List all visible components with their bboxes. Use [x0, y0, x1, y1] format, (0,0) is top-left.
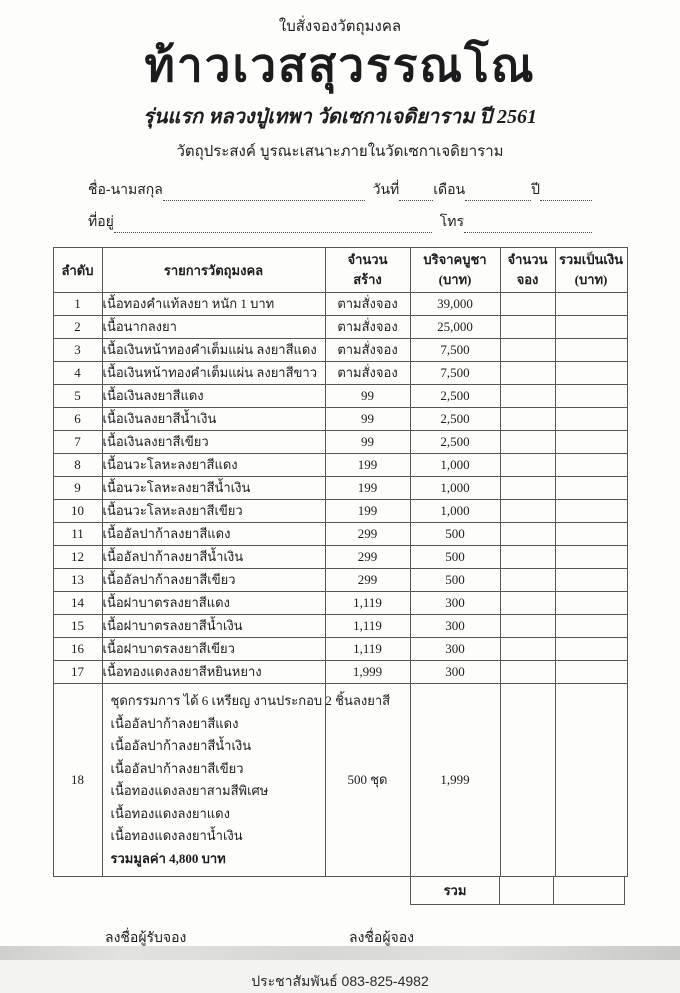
row-item: เนื้อเงินลงยาสีเขียว — [102, 431, 325, 454]
row-total-cell[interactable] — [555, 454, 627, 477]
edition-subtitle: รุ่นแรก หลวงปู่เทพา วัดเซกาเจดิยาราม ปี 2561 — [142, 106, 538, 129]
header-qty-order-line1: จำนวน — [507, 252, 548, 268]
header-no: ลำดับ — [53, 248, 102, 293]
table-row — [53, 385, 627, 408]
set-row-line: เนื้ออัลปาก้าลงยาสีน้ำเงิน — [110, 738, 252, 754]
row-qty-order-cell[interactable] — [500, 316, 555, 339]
row-price: 39,000 — [410, 293, 500, 316]
grand-total-row — [410, 876, 680, 905]
row-no: 5 — [53, 385, 102, 408]
row-item: เนื้อนวะโลหะลงยาสีเขียว — [102, 500, 325, 523]
header-qty-made — [325, 248, 410, 293]
header-item: รายการวัตถุมงคล — [102, 248, 325, 293]
header-total-line2: (บาท) — [574, 272, 608, 288]
row-price: 300 — [410, 615, 500, 638]
set-row-line: เนื้อทองแดงลงยาน้ำเงิน — [110, 828, 243, 844]
row-no: 8 — [53, 454, 102, 477]
row-qty-order-cell[interactable] — [500, 431, 555, 454]
row-no: 1 — [53, 293, 102, 316]
table-row — [53, 431, 627, 454]
row-qty-made: ตามสั่งจอง — [325, 362, 410, 385]
row-item: เนื้อฝาบาตรลงยาสีน้ำเงิน — [102, 615, 325, 638]
row-qty-order-cell[interactable] — [500, 500, 555, 523]
row-price: 25,000 — [410, 316, 500, 339]
row-no: 16 — [53, 638, 102, 661]
set-row-qty-order-cell[interactable] — [500, 684, 555, 877]
row-qty-order-cell[interactable] — [500, 477, 555, 500]
row-price: 7,500 — [410, 339, 500, 362]
row-price: 500 — [410, 569, 500, 592]
row-price: 500 — [410, 546, 500, 569]
row-qty-made: 199 — [325, 454, 410, 477]
row-no: 12 — [53, 546, 102, 569]
row-qty-order-cell[interactable] — [500, 546, 555, 569]
phone-label: โทร — [439, 213, 464, 230]
row-price: 500 — [410, 523, 500, 546]
row-qty-made: 1,119 — [325, 615, 410, 638]
row-total-cell[interactable] — [555, 477, 627, 500]
row-qty-made: 1,999 — [325, 661, 410, 684]
contact-footer: ประชาสัมพันธ์ 083-825-4982 — [251, 973, 429, 990]
table-row — [53, 569, 627, 592]
set-row-line: เนื้อทองแดงลงยาสามสีพิเศษ — [110, 783, 269, 799]
table-row — [53, 500, 627, 523]
row-qty-made: 99 — [325, 385, 410, 408]
sign-booker-label: ลงชื่อผู้จอง — [349, 929, 414, 946]
header-total — [555, 248, 627, 293]
row-qty-made: 1,119 — [325, 592, 410, 615]
header-price-line1: บริจาคบูชา — [423, 252, 487, 268]
row-qty-made: 199 — [325, 500, 410, 523]
row-qty-order-cell[interactable] — [500, 454, 555, 477]
row-no: 13 — [53, 569, 102, 592]
row-qty-made: ตามสั่งจอง — [325, 293, 410, 316]
row-total-cell[interactable] — [555, 408, 627, 431]
row-total-cell[interactable] — [555, 293, 627, 316]
row-price: 300 — [410, 592, 500, 615]
row-qty-order-cell[interactable] — [500, 408, 555, 431]
row-item: เนื้อทองแดงลงยาสีหยินหยาง — [102, 661, 325, 684]
table-header-row — [53, 248, 627, 293]
table-row — [53, 362, 627, 385]
row-qty-made: 99 — [325, 408, 410, 431]
row-item: เนื้อเงินหน้าทองคำเต็มแผ่น ลงยาสีแดง — [102, 339, 325, 362]
row-qty-made: 1,119 — [325, 638, 410, 661]
row-item: เนื้อเงินลงยาสีแดง — [102, 385, 325, 408]
row-no: 3 — [53, 339, 102, 362]
row-no: 10 — [53, 500, 102, 523]
row-qty-order-cell[interactable] — [500, 385, 555, 408]
row-total-cell[interactable] — [555, 569, 627, 592]
row-price: 1,000 — [410, 477, 500, 500]
header-qty-made-line2: สร้าง — [353, 272, 382, 288]
row-qty-made: 199 — [325, 477, 410, 500]
table-row — [53, 661, 627, 684]
header-qty-order-line2: จอง — [516, 272, 539, 288]
set-row-total-cell[interactable] — [555, 684, 627, 877]
row-qty-order-cell[interactable] — [500, 293, 555, 316]
row-no: 6 — [53, 408, 102, 431]
grand-total-amount-cell[interactable] — [553, 876, 625, 905]
row-total-cell[interactable] — [555, 615, 627, 638]
row-item: เนื้ออัลปาก้าลงยาสีแดง — [102, 523, 325, 546]
order-table — [53, 247, 628, 877]
row-total-cell[interactable] — [555, 546, 627, 569]
row-no: 9 — [53, 477, 102, 500]
row-qty-order-cell[interactable] — [500, 638, 555, 661]
month-label: เดือน — [433, 181, 466, 198]
row-no: 2 — [53, 316, 102, 339]
phone-fill-line[interactable] — [464, 217, 592, 233]
row-no: 14 — [53, 592, 102, 615]
table-row — [53, 408, 627, 431]
form-title: ใบสั่งจองวัตถุมงคล — [278, 18, 402, 35]
photo-bottom-edge — [0, 946, 680, 960]
row-qty-made: ตามสั่งจอง — [325, 339, 410, 362]
row-price: 300 — [410, 638, 500, 661]
row-price: 300 — [410, 661, 500, 684]
row-qty-order-cell[interactable] — [500, 362, 555, 385]
table-row — [53, 638, 627, 661]
row-price: 1,000 — [410, 500, 500, 523]
row-item: เนื้อนากลงยา — [102, 316, 325, 339]
month-fill-line[interactable] — [465, 185, 531, 201]
row-item: เนื้ออัลปาก้าลงยาสีเขียว — [102, 569, 325, 592]
row-qty-order-cell[interactable] — [500, 569, 555, 592]
set-row-no: 18 — [53, 684, 102, 877]
grand-total-qty-cell[interactable] — [499, 876, 554, 905]
table-row — [53, 592, 627, 615]
row-price: 2,500 — [410, 408, 500, 431]
row-qty-order-cell[interactable] — [500, 592, 555, 615]
row-qty-order-cell[interactable] — [500, 523, 555, 546]
row-price: 2,500 — [410, 385, 500, 408]
set-row-qty-made: 500 ชุด — [325, 684, 410, 877]
set-row-line: รวมมูลค่า 4,800 บาท — [110, 850, 226, 866]
set-row — [53, 684, 627, 877]
date-fill-line[interactable] — [399, 185, 433, 201]
header-qty-order — [500, 248, 555, 293]
header-qty-made-line1: จำนวน — [347, 252, 388, 268]
row-item: เนื้อนวะโลหะลงยาสีแดง — [102, 454, 325, 477]
row-item: เนื้อเงินหน้าทองคำเต็มแผ่น ลงยาสีขาว — [102, 362, 325, 385]
row-total-cell[interactable] — [555, 385, 627, 408]
address-label: ที่อยู่ — [88, 213, 114, 230]
row-total-cell[interactable] — [555, 592, 627, 615]
row-price: 2,500 — [410, 431, 500, 454]
row-total-cell[interactable] — [555, 362, 627, 385]
row-price: 7,500 — [410, 362, 500, 385]
row-qty-made: 99 — [325, 431, 410, 454]
row-total-cell[interactable] — [555, 431, 627, 454]
table-row — [53, 546, 627, 569]
row-no: 15 — [53, 615, 102, 638]
row-total-cell[interactable] — [555, 500, 627, 523]
address-phone-row — [0, 213, 680, 233]
row-qty-order-cell[interactable] — [500, 661, 555, 684]
date-label: วันที่ — [372, 181, 400, 198]
address-fill-line[interactable] — [114, 217, 432, 233]
row-item: เนื้อเงินลงยาสีน้ำเงิน — [102, 408, 325, 431]
row-price: 1,000 — [410, 454, 500, 477]
table-row — [53, 615, 627, 638]
row-total-cell[interactable] — [555, 316, 627, 339]
table-row — [53, 523, 627, 546]
row-no: 4 — [53, 362, 102, 385]
row-qty-made: ตามสั่งจอง — [325, 316, 410, 339]
row-total-cell[interactable] — [555, 339, 627, 362]
row-item: เนื้อฝาบาตรลงยาสีแดง — [102, 592, 325, 615]
name-date-row — [0, 181, 680, 201]
row-qty-order-cell[interactable] — [500, 339, 555, 362]
table-row — [53, 293, 627, 316]
header-total-line1: รวมเป็นเงิน — [558, 252, 624, 268]
row-total-cell[interactable] — [555, 523, 627, 546]
name-fill-line[interactable] — [163, 185, 365, 201]
set-row-line: เนื้อทองแดงลงยาแดง — [110, 805, 230, 821]
row-item: เนื้อนวะโลหะลงยาสีน้ำเงิน — [102, 477, 325, 500]
row-qty-made: 299 — [325, 523, 410, 546]
table-row — [53, 316, 627, 339]
row-total-cell[interactable] — [555, 638, 627, 661]
table-row — [53, 339, 627, 362]
header-price — [410, 248, 500, 293]
sign-receiver-label: ลงชื่อผู้รับจอง — [105, 929, 187, 946]
row-total-cell[interactable] — [555, 661, 627, 684]
set-row-price: 1,999 — [410, 684, 500, 877]
name-label: ชื่อ-นามสกุล — [88, 181, 163, 198]
row-item: เนื้ออัลปาก้าลงยาสีน้ำเงิน — [102, 546, 325, 569]
grand-total-label: รวม — [410, 876, 500, 905]
deity-title: ท้าวเวสสุวรรณโณ — [144, 40, 536, 91]
row-no: 7 — [53, 431, 102, 454]
row-qty-made: 299 — [325, 569, 410, 592]
row-qty-made: 299 — [325, 546, 410, 569]
set-row-line: เนื้ออัลปาก้าลงยาสีเขียว — [110, 760, 244, 776]
row-item: เนื้อทองคำแท้ลงยา หนัก 1 บาท — [102, 293, 325, 316]
row-no: 17 — [53, 661, 102, 684]
table-row — [53, 454, 627, 477]
set-row-line: ชุดกรรมการ ได้ 6 เหรียญ งานประกอบ 2 ชิ้นลงยาสี — [110, 693, 391, 709]
year-label: ปี — [531, 181, 540, 198]
header-price-line2: (บาท) — [438, 272, 472, 288]
row-qty-order-cell[interactable] — [500, 615, 555, 638]
year-fill-line[interactable] — [540, 185, 592, 201]
items-body — [53, 293, 627, 877]
purpose-line: วัตถุประสงค์ บูรณะเสนาะภายในวัดเซกาเจดิยาราม — [176, 143, 504, 161]
row-no: 11 — [53, 523, 102, 546]
set-row-line: เนื้ออัลปาก้าลงยาสีแดง — [110, 715, 239, 731]
row-item: เนื้อฝาบาตรลงยาสีเขียว — [102, 638, 325, 661]
table-row — [53, 477, 627, 500]
